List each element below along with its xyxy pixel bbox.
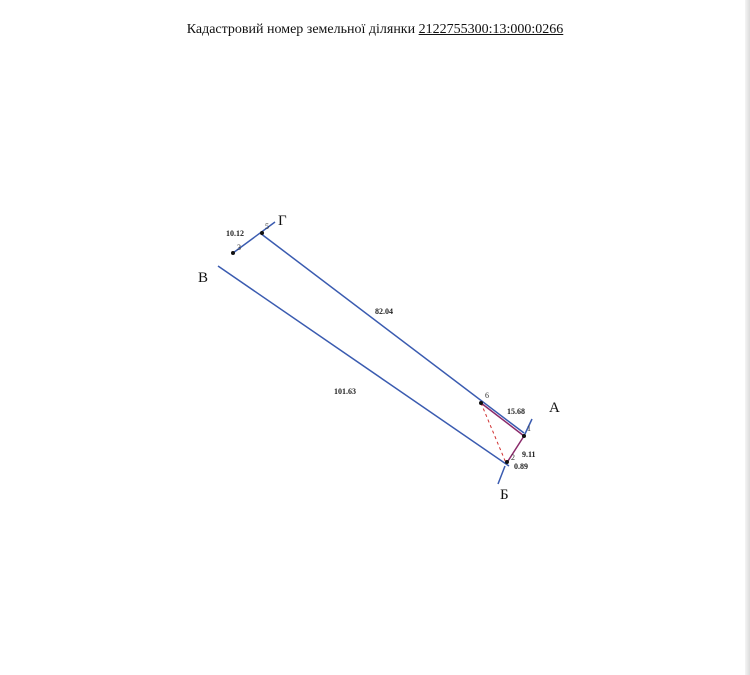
direction-label-b: Б <box>500 487 509 503</box>
direction-label-v: В <box>198 270 209 286</box>
point-number-1: 1 <box>527 424 531 433</box>
cadastral-number: 2122755300:13:000:0266 <box>418 22 564 37</box>
title-prefix: Кадастровий номер земельної ділянки <box>186 22 416 37</box>
point-number-3: 3 <box>237 243 241 252</box>
vertex-point-6 <box>479 401 483 405</box>
direction-label-g: Г <box>278 213 287 229</box>
point-number-2: 2 <box>511 453 515 462</box>
length-label-top-long: 82.04 <box>375 307 393 316</box>
boundary-line-bottom-long <box>218 266 509 466</box>
direction-label-a: А <box>549 400 560 416</box>
point-number-6: 6 <box>485 391 489 400</box>
vertex-point-2 <box>505 460 509 464</box>
vertex-point-1 <box>522 434 526 438</box>
boundary-line-bottom-ext <box>498 466 505 484</box>
length-label-bottom-long: 101.63 <box>334 387 356 396</box>
page-edge-shadow <box>745 0 750 675</box>
length-label-right-side: 9.11 <box>522 450 536 459</box>
length-label-bottom-short: 0.89 <box>514 462 528 471</box>
length-label-right-upper: 15.68 <box>507 407 525 416</box>
length-label-top-short: 10.12 <box>226 229 244 238</box>
boundary-line-top-long <box>260 233 524 433</box>
vertex-point-5 <box>260 231 264 235</box>
point-number-5: 5 <box>265 222 269 231</box>
vertex-point-3 <box>231 251 235 255</box>
